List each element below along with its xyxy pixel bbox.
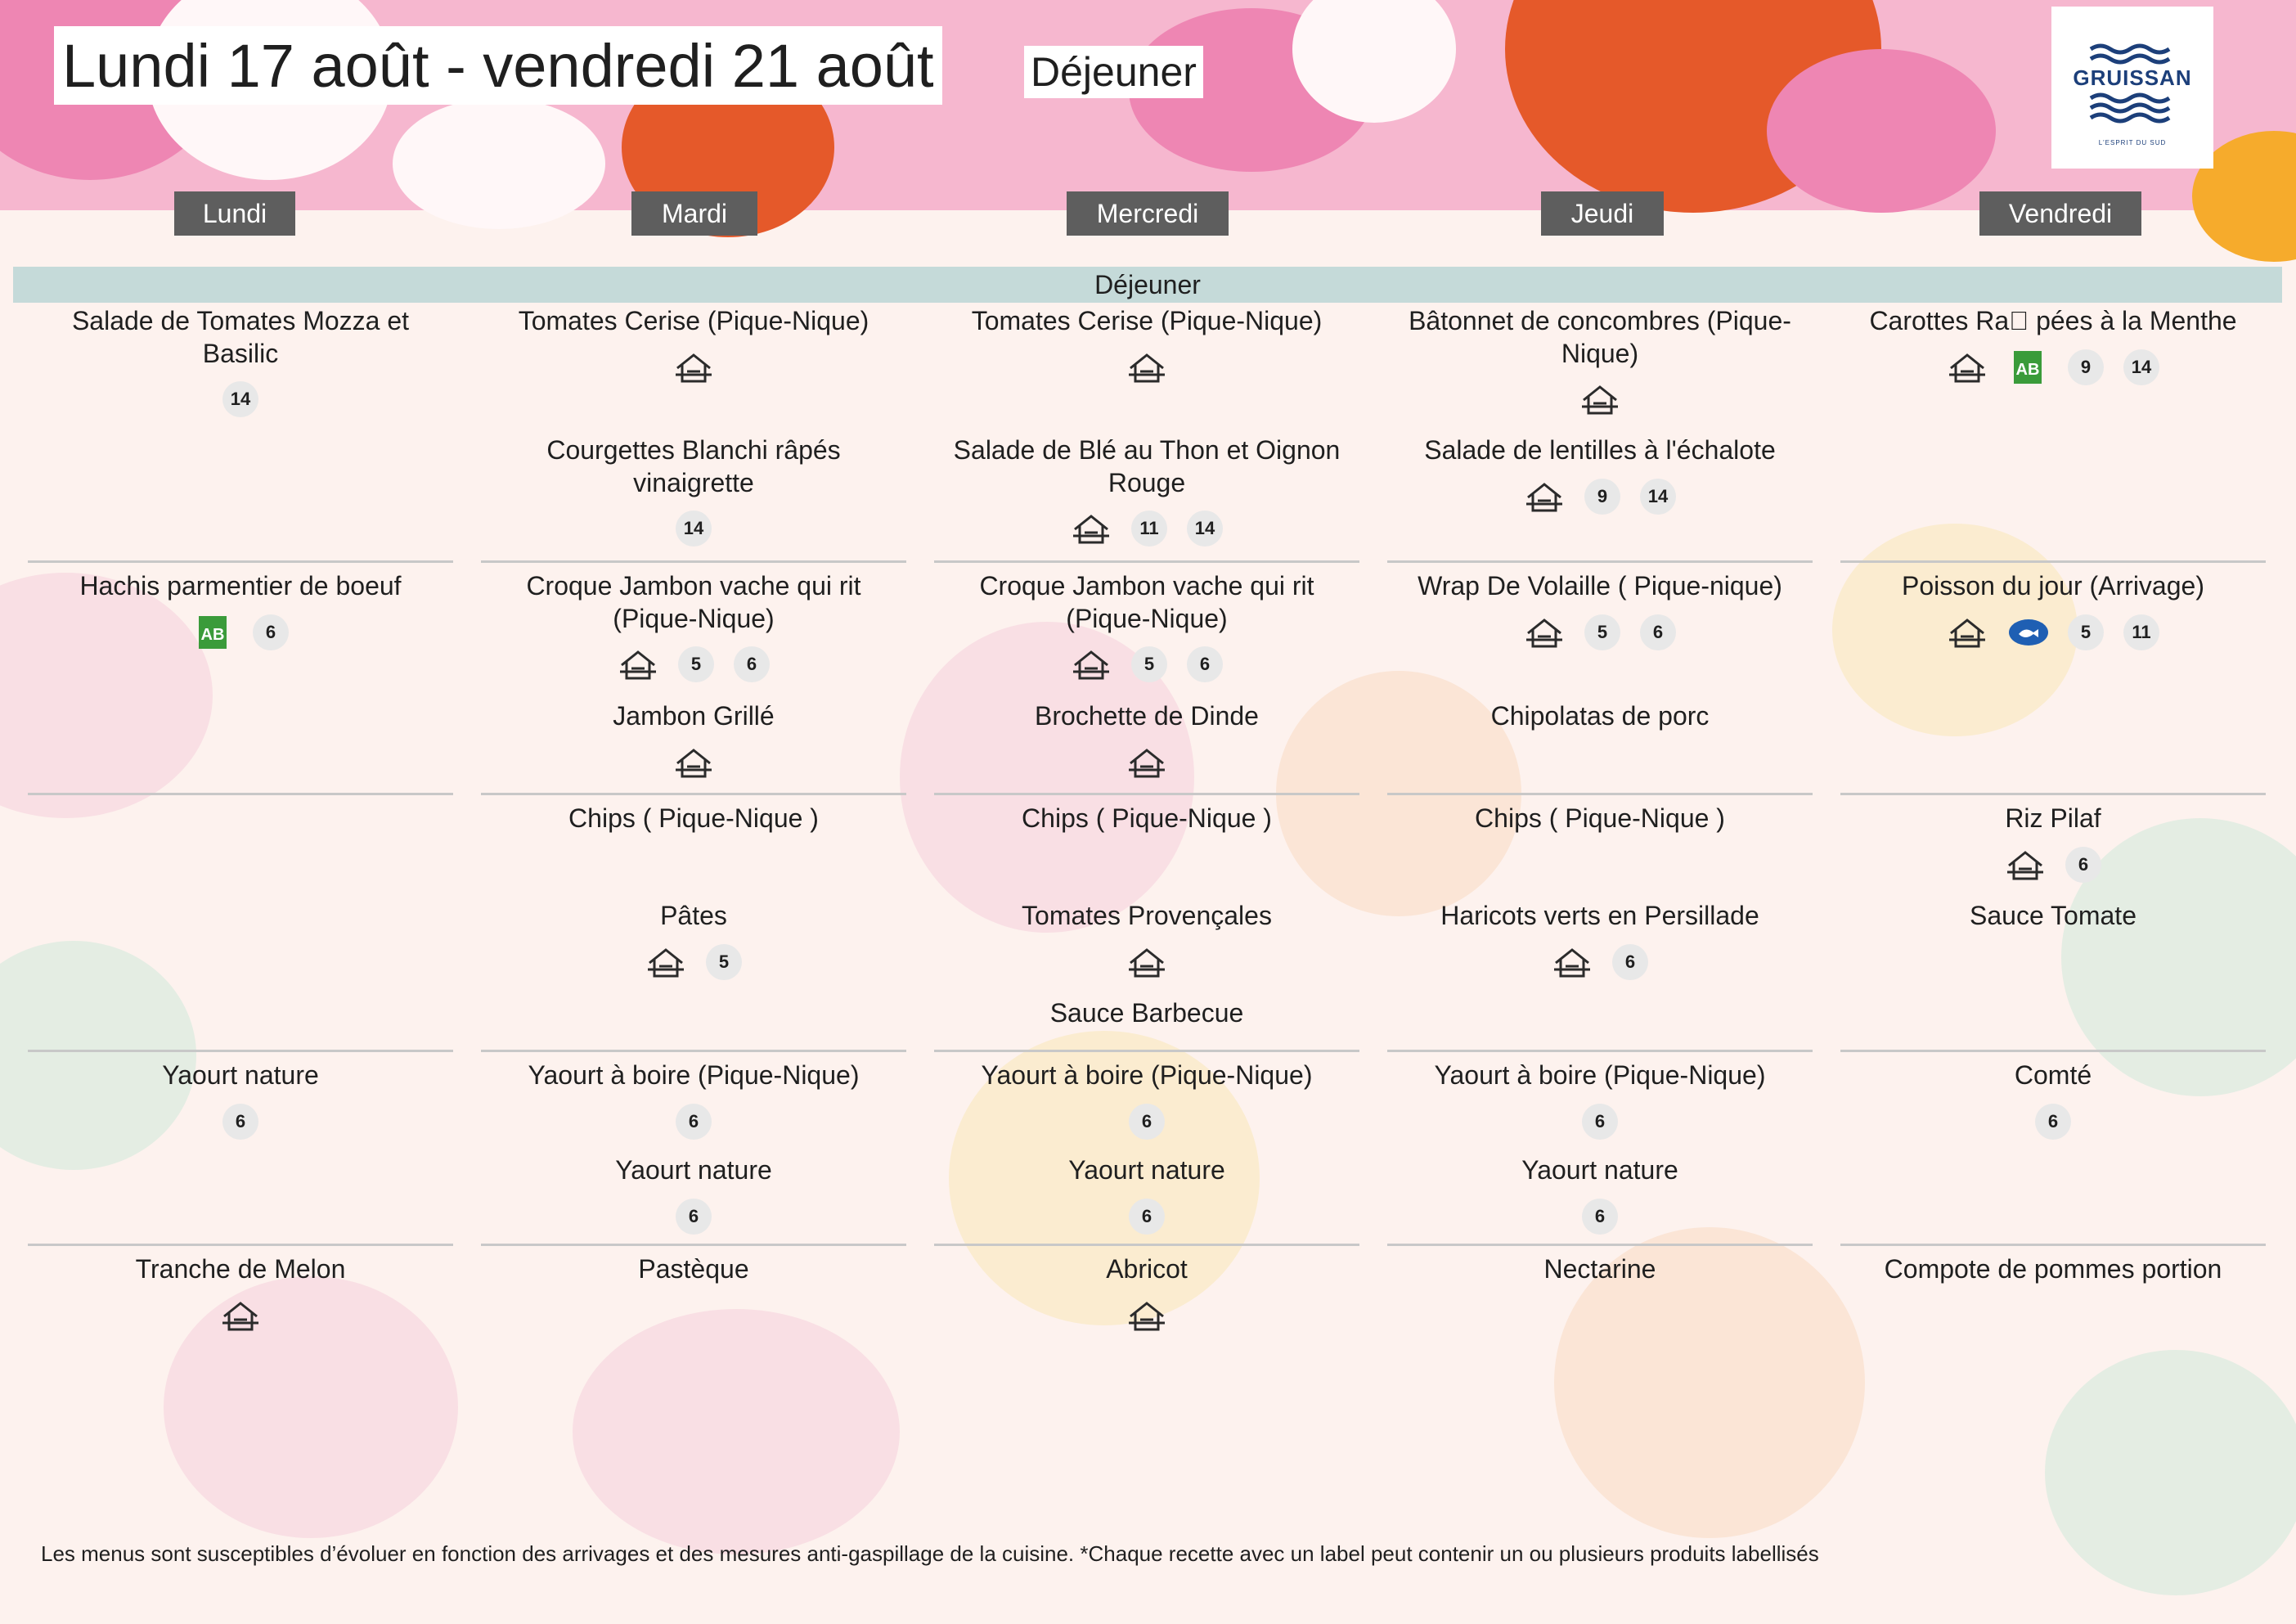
fait-maison-icon [1126,745,1167,781]
meal-subtitle: Déjeuner [1031,49,1197,95]
day-tab-vendredi: Vendredi [1979,191,2141,236]
footer-note: Les menus sont susceptibles d’évoluer en fonction des arrivages et des mesures anti-gaspillage de la cuisine. *Chaque recette avec un label peut contenir un ou plusieurs produits labellisés [41,1541,1819,1566]
gruissan-logo [2051,7,2213,169]
menu-item: Tranche de Melon [135,1254,346,1284]
separator [1387,793,1813,795]
menu-item: Yaourt nature [162,1060,319,1090]
menu-item: Yaourt à boire (Pique-Nique) [1434,1060,1766,1090]
separator [1840,1244,2266,1246]
menu-item: Haricots verts en Persillade [1440,901,1759,930]
menu-item: Yaourt nature [1521,1155,1678,1185]
column-mercredi [934,304,1359,1352]
menu-item: Nectarine [1543,1254,1656,1284]
allergen-badge: 6 [676,1199,712,1235]
menu-item: Chipolatas de porc [1490,701,1710,731]
fait-maison-icon [220,1298,261,1334]
column-vendredi [1840,304,2266,1352]
day-tab-mardi: Mardi [631,191,757,236]
allergen-badge: 14 [676,511,712,547]
menu-item: Salade de Tomates Mozza et Basilic [71,306,410,368]
separator [934,1244,1359,1246]
separator [28,793,453,795]
menu-item: Chips ( Pique-Nique ) [568,803,819,833]
separator [28,1050,453,1052]
allergen-badge: 6 [2065,847,2101,883]
fait-maison-icon [1071,511,1112,547]
menu-item: Tomates Provençales [1022,901,1272,930]
fait-maison-icon [1947,349,1988,385]
menu-item: Yaourt à boire (Pique-Nique) [981,1060,1313,1090]
column-mardi [481,304,906,1352]
title-box [54,26,942,105]
separator [481,793,906,795]
fait-maison-icon [1126,349,1167,385]
allergen-badge: 5 [706,944,742,980]
allergen-badge: 6 [1612,944,1648,980]
menu-item: Yaourt à boire (Pique-Nique) [528,1060,860,1090]
day-tab-lundi: Lundi [174,191,295,236]
allergen-badge: 14 [222,381,258,417]
meal-bar: Déjeuner [13,267,2282,303]
allergen-badge: 6 [1582,1104,1618,1140]
menu-item: Hachis parmentier de boeuf [79,571,402,601]
menu-item: Brochette de Dinde [1035,701,1259,731]
allergen-badge: 11 [1131,511,1167,547]
separator [1387,1050,1813,1052]
separator [1387,1244,1813,1246]
separator [28,1244,453,1246]
separator [481,560,906,563]
menu-item: Sauce Barbecue [1049,998,1244,1028]
fait-maison-icon [1524,479,1565,515]
allergen-badge: 5 [678,646,714,682]
menu-item: Pastèque [638,1254,749,1284]
menu-item: Wrap De Volaille ( Pique-nique) [1418,571,1782,601]
menu-item: Compote de pommes portion [1884,1254,2222,1284]
allergen-badge: 11 [2123,614,2159,650]
menu-item: Riz Pilaf [2005,803,2101,833]
menu-item: Tomates Cerise (Pique-Nique) [971,306,1323,335]
menu-item: Chips ( Pique-Nique ) [1022,803,1272,833]
menu-item: Chips ( Pique-Nique ) [1475,803,1725,833]
menu-item: Courgettes Blanchi râpés vinaigrette [546,435,841,497]
fait-maison-icon [673,745,714,781]
menu-item: Sauce Tomate [1970,901,2136,930]
day-tab-jeudi: Jeudi [1541,191,1664,236]
menu-item: Jambon Grillé [613,701,775,731]
allergen-badge: 6 [734,646,770,682]
allergen-badge: 6 [1129,1199,1165,1235]
separator [1387,560,1813,563]
fait-maison-icon [1524,614,1565,650]
allergen-badge: 6 [676,1104,712,1140]
menu-item: Tomates Cerise (Pique-Nique) [518,306,869,335]
agriculture-biologique-icon [192,614,233,650]
separator [1840,560,2266,563]
menu-item: Yaourt nature [1068,1155,1225,1185]
fait-maison-icon [1947,614,1988,650]
separator [934,1050,1359,1052]
subtitle-box [1024,46,1203,98]
allergen-badge: 14 [1187,511,1223,547]
menu-item: Croque Jambon vache qui rit (Pique-Nique) [526,571,861,633]
column-jeudi [1387,304,1813,1352]
allergen-badge: 5 [1131,646,1167,682]
menu-item: Croque Jambon vache qui rit (Pique-Nique) [979,571,1314,633]
fait-maison-icon [1126,944,1167,980]
menu-item: Comté [2014,1060,2092,1090]
allergen-badge: 6 [2035,1104,2071,1140]
allergen-badge: 5 [1584,614,1620,650]
column-lundi [28,304,453,1352]
agriculture-biologique-icon [2007,349,2048,385]
separator [1840,1050,2266,1052]
allergen-badge: 6 [1582,1199,1618,1235]
allergen-badge: 6 [1129,1104,1165,1140]
fait-maison-icon [2005,847,2046,883]
menu-item: Poisson du jour (Arrivage) [1902,571,2204,601]
separator [481,1244,906,1246]
logo-tagline: L'ESPRIT DU SUD [2098,139,2167,146]
menu-item: Bâtonnet de concombres (Pique- Nique) [1409,306,1791,368]
fait-maison-icon [1552,944,1593,980]
allergen-badge: 14 [1640,479,1676,515]
allergen-badge: 6 [1187,646,1223,682]
separator [934,793,1359,795]
allergen-badge: 6 [1640,614,1676,650]
allergen-badge: 14 [2123,349,2159,385]
menu-item: Salade de Blé au Thon et Oignon Rouge [953,435,1341,497]
separator [934,560,1359,563]
separator [481,1050,906,1052]
svg-text:AB: AB [200,626,225,644]
fait-maison-icon [618,646,658,682]
menu-item: Yaourt nature [615,1155,772,1185]
menu-item: Pâtes [660,901,727,930]
allergen-badge: 5 [2068,614,2104,650]
allergen-badge: 9 [2068,349,2104,385]
separator [28,560,453,563]
fait-maison-icon [1071,646,1112,682]
fait-maison-icon [1126,1298,1167,1334]
logo-name: GRUISSAN [2073,65,2192,90]
fait-maison-icon [645,944,686,980]
menu-item: Abricot [1106,1254,1188,1284]
allergen-badge: 6 [253,614,289,650]
fait-maison-icon [1579,381,1620,417]
fait-maison-icon [673,349,714,385]
allergen-badge: 9 [1584,479,1620,515]
menu-item: Salade de lentilles à l'échalote [1424,435,1776,465]
separator [1840,793,2266,795]
day-tab-mercredi: Mercredi [1067,191,1229,236]
svg-text:AB: AB [2015,361,2040,379]
page-title: Lundi 17 août - vendredi 21 août [62,31,934,100]
peche-durable-icon [2007,614,2048,650]
allergen-badge: 6 [222,1104,258,1140]
menu-item: Carottes Ra  pées à la Menthe [1869,306,2237,335]
